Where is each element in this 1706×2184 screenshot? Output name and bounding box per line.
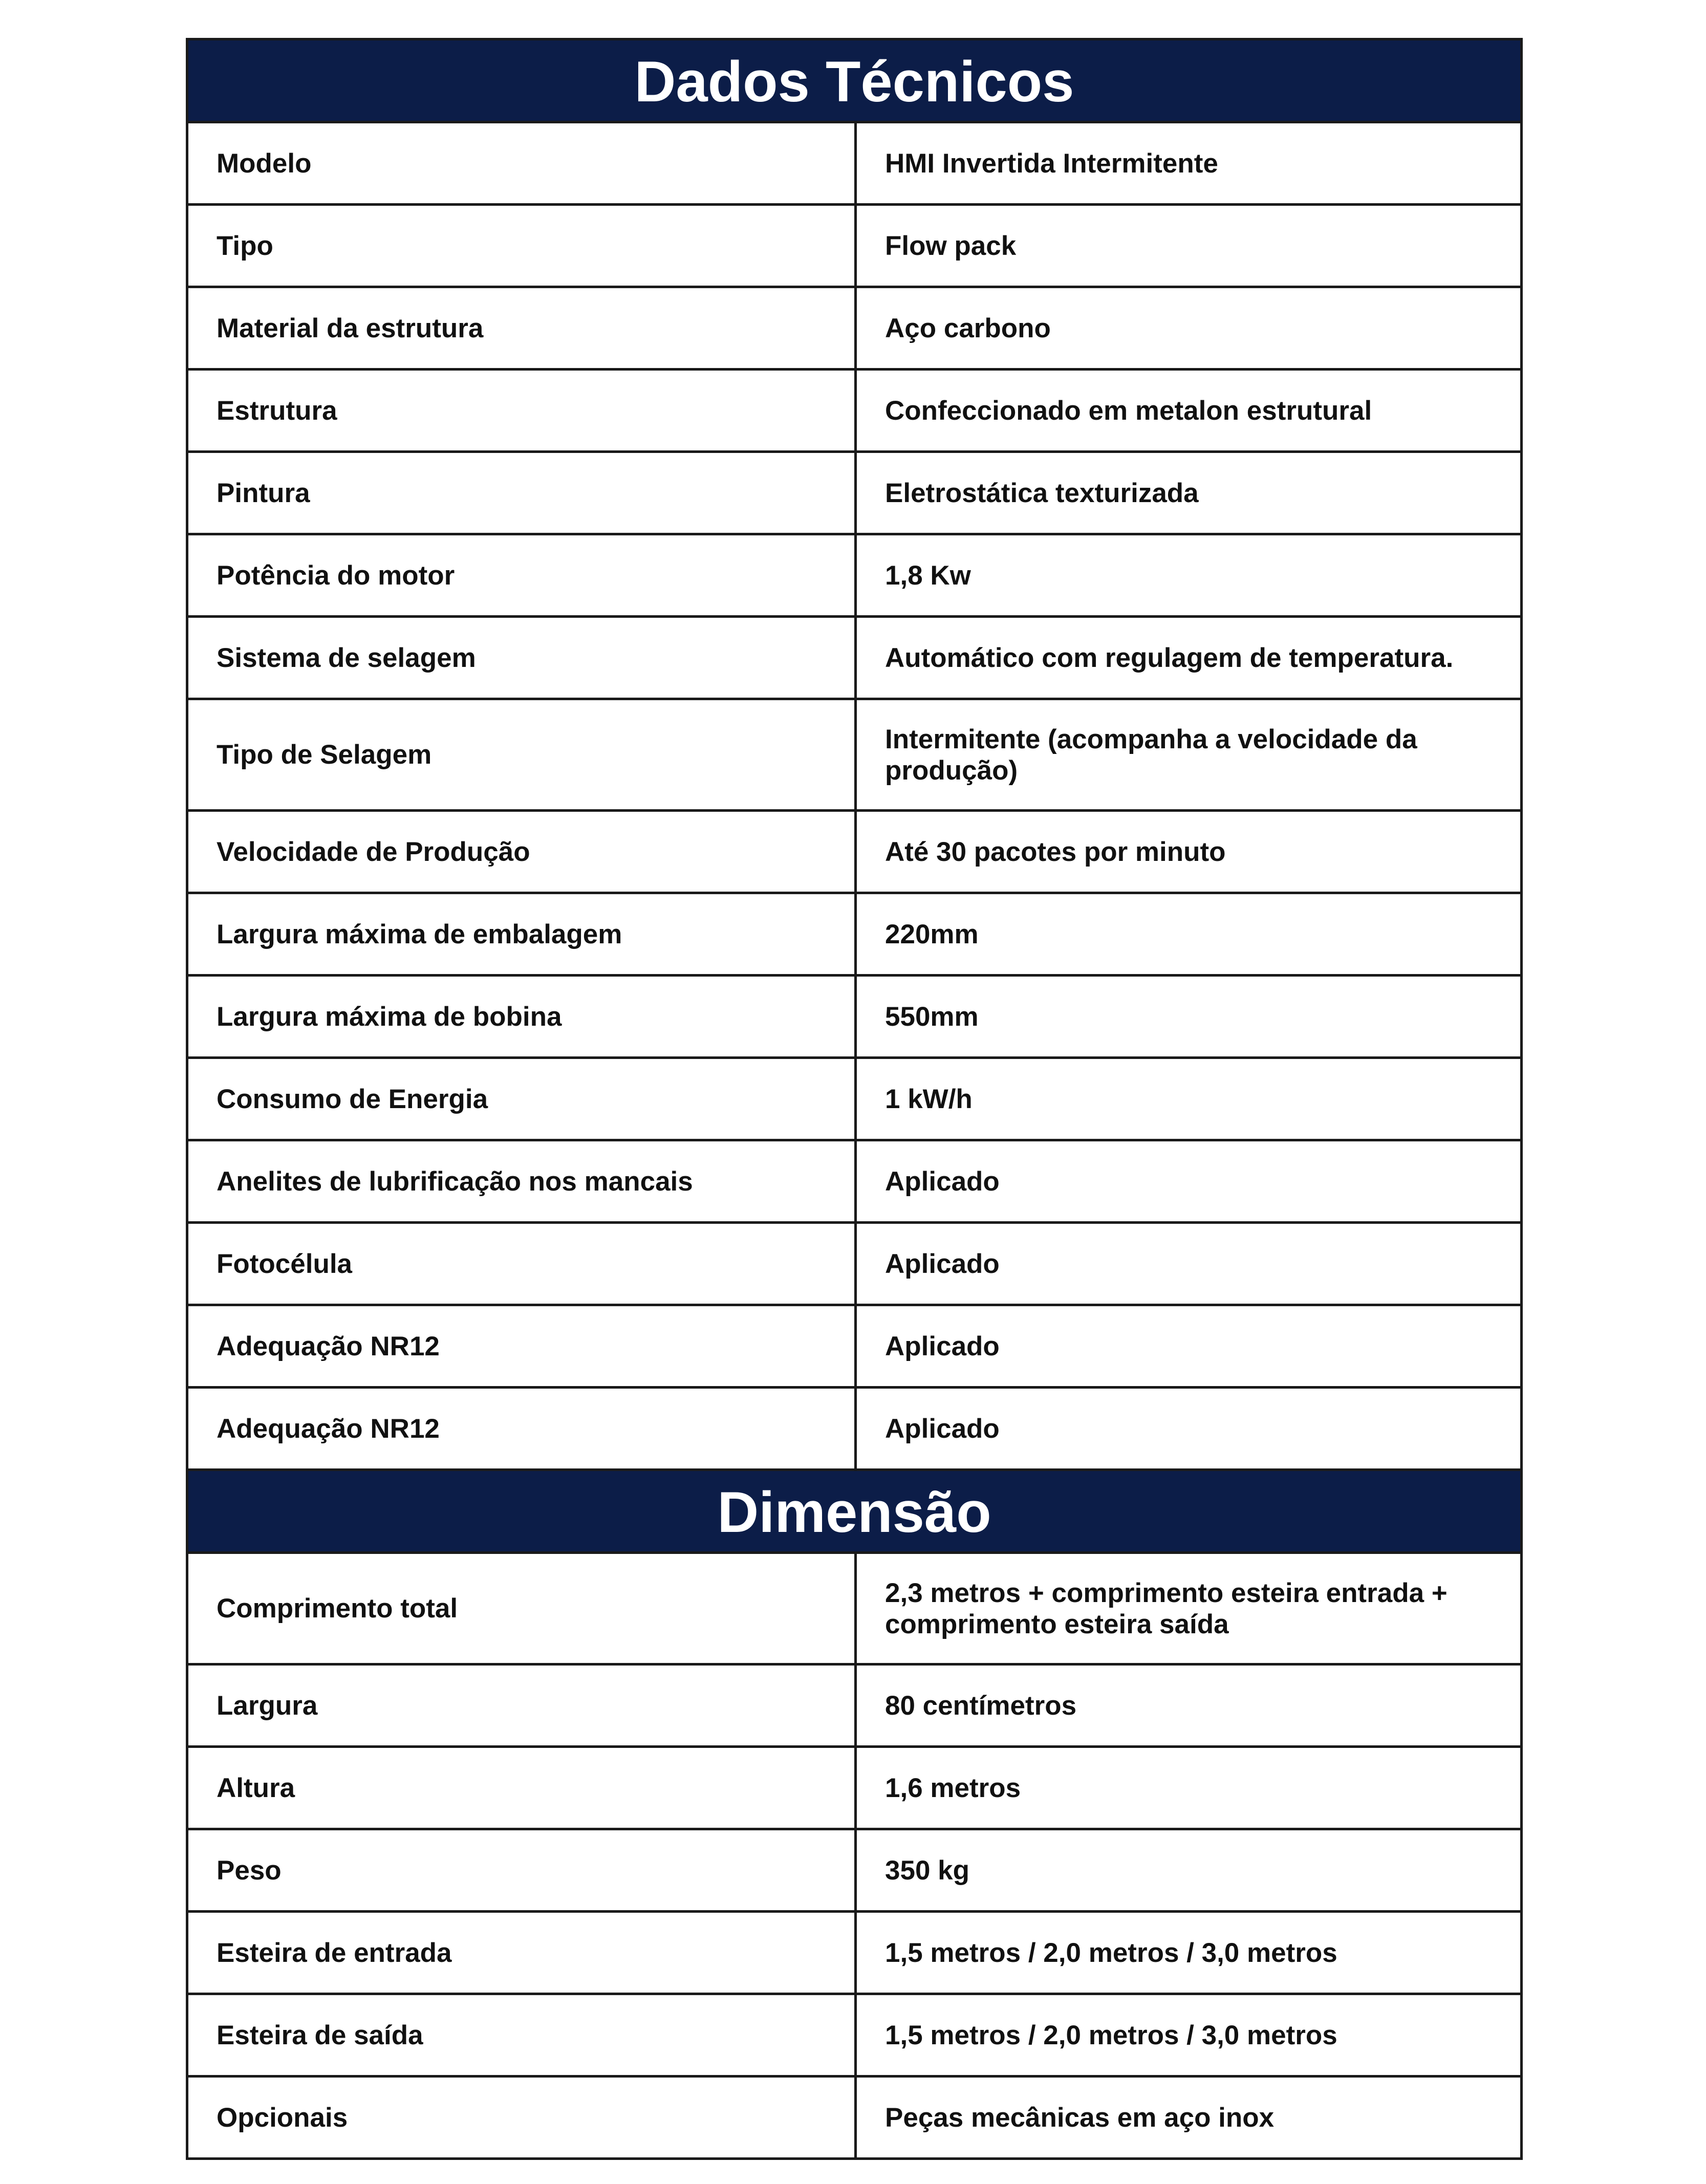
row-value: Automático com regulagem de temperatura. xyxy=(885,642,1454,673)
table-row-tipo xyxy=(188,206,1520,288)
table-row-opcionais xyxy=(188,2078,1520,2157)
section-title-technical-data: Dados Técnicos xyxy=(188,40,1520,123)
table-row-material-da-estrutura xyxy=(188,288,1520,371)
row-label: Estrutura xyxy=(188,371,857,450)
row-label: Esteira de entrada xyxy=(188,1913,857,1993)
table-row-altura xyxy=(188,1748,1520,1830)
table-row-esteira-de-entrada xyxy=(188,1913,1520,1995)
row-value: Flow pack xyxy=(885,230,1017,261)
row-value: 1,5 metros / 2,0 metros / 3,0 metros xyxy=(885,1937,1337,1968)
row-value: Aplicado xyxy=(885,1413,1000,1444)
row-label: Anelites de lubrificação nos mancais xyxy=(188,1141,857,1221)
row-value: Aplicado xyxy=(885,1166,1000,1197)
row-label: Pintura xyxy=(188,453,857,533)
row-value: HMI Invertida Intermitente xyxy=(885,148,1218,179)
row-label: Sistema de selagem xyxy=(188,618,857,698)
row-label: Adequação NR12 xyxy=(188,1306,857,1386)
row-label: Consumo de Energia xyxy=(188,1059,857,1139)
row-value: 80 centímetros xyxy=(885,1690,1077,1721)
table-row-largura xyxy=(188,1666,1520,1748)
spec-sheet-table xyxy=(186,38,1523,2160)
table-row-esteira-de-saida xyxy=(188,1995,1520,2078)
row-label: Tipo xyxy=(188,206,857,286)
table-row-modelo xyxy=(188,123,1520,206)
table-row-adequacao-nr12-repeat xyxy=(188,1389,1520,1471)
row-value: Peças mecânicas em aço inox xyxy=(885,2102,1275,2133)
table-row-pintura xyxy=(188,453,1520,535)
table-row-largura-maxima-de-embalagem xyxy=(188,894,1520,977)
table-row-adequacao-nr12 xyxy=(188,1306,1520,1389)
row-label: Fotocélula xyxy=(188,1224,857,1304)
row-label: Altura xyxy=(188,1748,857,1828)
row-value: Confeccionado em metalon estrutural xyxy=(885,395,1372,426)
row-value: Aço carbono xyxy=(885,313,1051,343)
row-label: Material da estrutura xyxy=(188,288,857,368)
table-row-potencia-do-motor xyxy=(188,535,1520,618)
row-label: Esteira de saída xyxy=(188,1995,857,2075)
row-label: Velocidade de Produção xyxy=(188,812,857,892)
row-label: Tipo de Selagem xyxy=(188,700,857,809)
row-value: Intermitente (acompanha a velocidade da produção) xyxy=(885,724,1417,786)
row-label: Peso xyxy=(188,1830,857,1910)
row-label: Modelo xyxy=(188,123,857,203)
table-row-anelites-de-lubrificacao xyxy=(188,1141,1520,1224)
row-label: Largura máxima de embalagem xyxy=(188,894,857,974)
row-value: Aplicado xyxy=(885,1248,1000,1279)
row-value: 550mm xyxy=(885,1001,979,1032)
row-label: Comprimento total xyxy=(188,1554,857,1663)
table-row-estrutura xyxy=(188,371,1520,453)
section-title-dimension: Dimensão xyxy=(188,1471,1520,1554)
row-label: Potência do motor xyxy=(188,535,857,615)
row-value: 1,8 Kw xyxy=(885,560,971,591)
row-label: Largura máxima de bobina xyxy=(188,977,857,1056)
table-row-comprimento-total xyxy=(188,1554,1520,1666)
row-value: Aplicado xyxy=(885,1331,1000,1361)
table-row-fotocelula xyxy=(188,1224,1520,1306)
table-row-peso xyxy=(188,1830,1520,1913)
table-row-consumo-de-energia xyxy=(188,1059,1520,1141)
row-label: Largura xyxy=(188,1666,857,1745)
row-value: Eletrostática texturizada xyxy=(885,478,1199,508)
table-row-sistema-de-selagem xyxy=(188,618,1520,700)
table-row-largura-maxima-de-bobina xyxy=(188,977,1520,1059)
table-row-tipo-de-selagem xyxy=(188,700,1520,812)
row-value: 1,6 metros xyxy=(885,1772,1021,1803)
row-value: 1,5 metros / 2,0 metros / 3,0 metros xyxy=(885,2020,1337,2050)
table-row-velocidade-de-producao xyxy=(188,812,1520,894)
row-value: 220mm xyxy=(885,919,979,949)
row-label: Opcionais xyxy=(188,2078,857,2157)
row-label: Adequação NR12 xyxy=(188,1389,857,1468)
row-value: Até 30 pacotes por minuto xyxy=(885,836,1226,867)
row-value: 350 kg xyxy=(885,1855,970,1886)
row-value: 1 kW/h xyxy=(885,1084,973,1114)
row-value: 2,3 metros + comprimento esteira entrada + comprimento esteira saída xyxy=(885,1577,1448,1639)
